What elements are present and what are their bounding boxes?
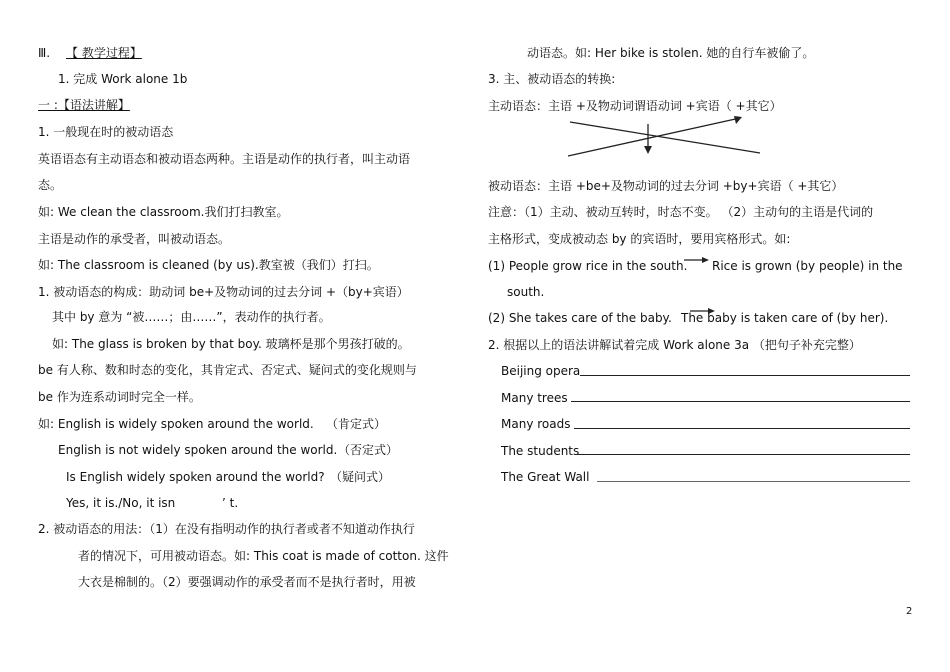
heading-structure: 1. 被动语态的构成：助动词 be+及物动词的过去分词 +（by+宾语） [38,285,409,299]
section-number: Ⅲ. [38,46,51,60]
example-active: 如: We clean the classroom.我们打扫教室。 [38,205,289,219]
paragraph-passive-def: 主语是动作的承受者，叫被动语态。 [38,232,231,246]
heading-conversion: 3. 主、被动语态的转换: [488,72,616,86]
note-line-2: 主格形式，变成被动态 by 的宾语时，要用宾格形式。如: [488,232,791,246]
answer-blank-5[interactable] [597,481,910,482]
example-glass: 如: The glass is broken by that boy. 玻璃杯是那个男孩打破的。 [52,337,410,351]
section-title: 【 教学过程】 [66,46,142,60]
active-formula: 主动语态：主语 +及物动词谓语动词 +宾语（ +其它） [488,99,782,113]
note-line-1: 注意：（1）主动、被动互转时，时态不变。 （2）主动句的主语是代词的 [488,205,874,219]
grammar-subheading: 一 :【语法讲解】 [38,98,130,112]
answer-blank-1[interactable] [580,375,910,376]
paragraph-be-a: be 有人称、数和时态的变化，其肯定式、否定式、疑问式的变化规则与 [38,363,417,377]
blank-label-5: The Great Wall [501,470,590,484]
conversion-example-1-end: south. [507,285,545,299]
answer-blank-2[interactable] [571,401,910,402]
usage-continued: 动语态。如: Her bike is stolen. 她的自行车被偷了。 [527,46,815,60]
example-passive: 如: The classroom is cleaned (by us).教室被（我们）打扫。 [38,258,379,272]
usage-line-3: 大衣是棉制的。（2）要强调动作的承受者而不是执行者时，用被 [78,575,416,589]
arrow-icon [684,257,710,267]
blank-label-1: Beijing opera [501,364,581,378]
conversion-example-1-active: (1) People grow rice in the south. [488,259,688,273]
step-1: 1. 完成 Work alone 1b [58,72,188,86]
paragraph-be-b: be 作为连系动词时完全一样。 [38,390,201,404]
blank-label-4: The students [501,444,580,458]
heading-usage: 2. 被动语态的用法：（1）在没有指明动作的执行者或者不知道动作执行 [38,522,415,536]
blank-label-3: Many roads [501,417,571,431]
blank-label-2: Many trees [501,391,568,405]
example-answer-a: Yes, it is./No, it isn [66,496,176,510]
example-affirmative: 如: English is widely spoken around the world. [38,417,314,431]
conversion-example-2-passive: The baby is taken care of (by her). [681,311,889,325]
tag-negative: （否定式） [338,443,399,457]
answer-blank-3[interactable] [574,428,910,429]
usage-line-2: 者的情况下，可用被动语态。如: This coat is made of cotton. 这件 [78,549,449,563]
example-question: Is English widely spoken around the world? [66,470,325,484]
page-number: 2 [906,606,913,617]
paragraph-voice-a: 英语语态有主动语态和被动语态两种。主语是动作的执行者，叫主动语 [38,152,411,166]
tag-question: （疑问式） [330,470,391,484]
passive-formula: 被动语态：主语 +be+及物动词的过去分词 +by+宾语（ +其它） [488,179,844,193]
heading-present-passive: 1. 一般现在时的被动语态 [38,125,174,139]
answer-blank-4[interactable] [576,454,910,455]
conversion-example-1-passive: Rice is grown (by people) in the [712,259,903,273]
structure-note: 其中 by 意为 “被……；由……”，表动作的执行者。 [52,310,331,324]
heading-work-alone: 2. 根据以上的语法讲解试着完成 Work alone 3a （把句子补充完整） [488,338,861,352]
example-answer-b: ’ t. [222,496,239,510]
tag-affirmative: （肯定式） [326,417,387,431]
example-negative: English is not widely spoken around the world. [58,443,338,457]
paragraph-voice-b: 态。 [38,178,63,192]
conversion-arrows-diagram [560,114,780,174]
conversion-example-2-active: (2) She takes care of the baby. [488,311,672,325]
